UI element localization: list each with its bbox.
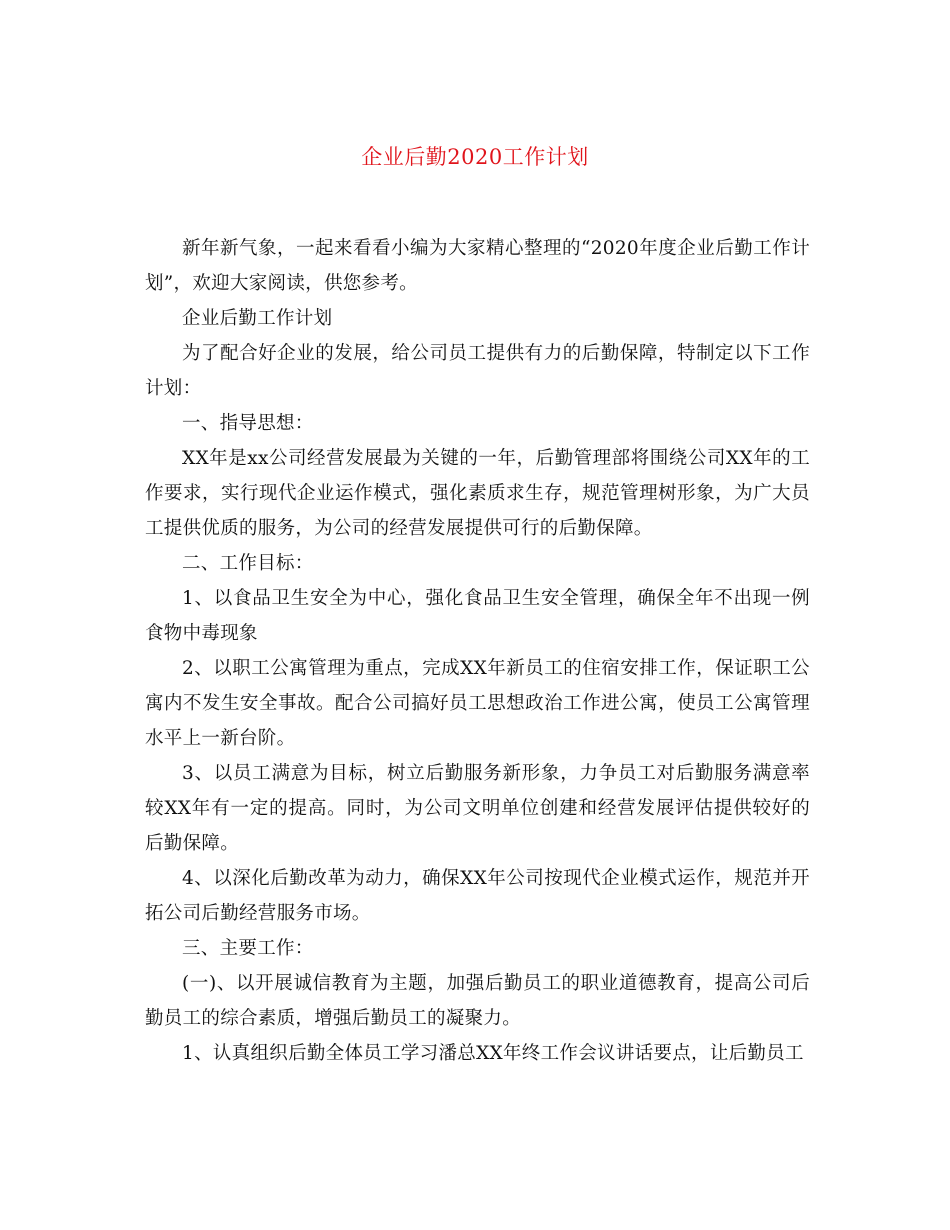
goal-item-2: 2、以职工公寓管理为重点，完成XX年新员工的住宿安排工作，保证职工公寓内不发生安全事故。配合公司搞好员工思想政治工作进公寓，使员工公寓管理水平上一新台阶。 — [145, 658, 810, 749]
main-work-subitem-1: 1、认真组织后勤全体员工学习潘总XX年终工作会议讲话要点，让后勤员工 — [182, 1043, 804, 1064]
main-work-item-1: (一)、以开展诚信教育为主题，加强后勤员工的职业道德教育，提高公司后勤员工的综合素质，增强后勤员工的凝聚力。 — [145, 973, 810, 1029]
paragraph-guiding-ideas: XX年是xx公司经营发展最为关键的一年，后勤管理部将围绕公司XX年的工作要求，实行现代企业运作模式，强化素质求生存，规范管理树形象，为广大员工提供优质的服务，为公司的经营发展提供可行的后勤保障。 — [145, 448, 810, 539]
paragraph-heading-plan: 企业后勤工作计划 — [182, 308, 333, 329]
document-body — [145, 231, 810, 1071]
goal-item-4: 4、以深化后勤改革为动力，确保XX年公司按现代企业模式运作，规范并开拓公司后勤经营服务市场。 — [145, 868, 810, 924]
section-heading-goals: 二、工作目标： — [182, 553, 314, 574]
section-heading-guiding-ideas: 一、指导思想： — [182, 413, 314, 434]
goal-item-3: 3、以员工满意为目标，树立后勤服务新形象，力争员工对后勤服务满意率较XX年有一定的提高。同时，为公司文明单位创建和经营发展评估提供较好的后勤保障。 — [145, 763, 810, 854]
section-heading-main-work: 三、主要工作： — [182, 938, 314, 959]
goal-item-1: 1、以食品卫生安全为中心，强化食品卫生安全管理，确保全年不出现一例食物中毒现象 — [145, 588, 810, 644]
document-title: 企业后勤2020工作计划 — [361, 145, 589, 169]
paragraph-intro: 新年新气象，一起来看看小编为大家精心整理的“2020年度企业后勤工作计划”，欢迎大家阅读，供您参考。 — [145, 238, 810, 294]
paragraph-purpose: 为了配合好企业的发展，给公司员工提供有力的后勤保障，特制定以下工作计划： — [145, 343, 810, 399]
